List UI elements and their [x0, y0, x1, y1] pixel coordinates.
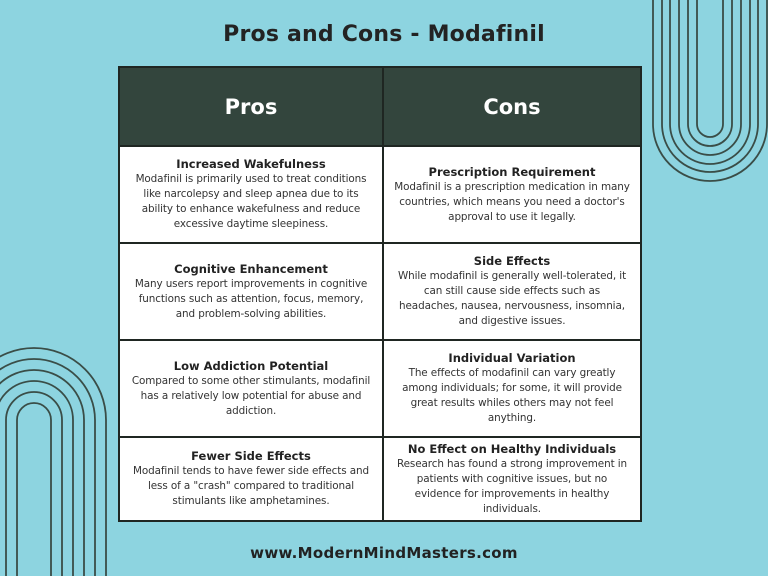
con-text: Modafinil is a prescription medication in many countries, which means you need a doctor's approval to use it legally. — [394, 180, 630, 223]
pros-header: Pros — [120, 68, 384, 147]
pro-cell — [120, 438, 384, 520]
pro-cell — [120, 244, 384, 341]
pro-title: Increased Wakefulness — [176, 157, 326, 171]
pro-cell — [120, 341, 384, 438]
con-title: No Effect on Healthy Individuals — [407, 441, 617, 456]
pro-title: Fewer Side Effects — [191, 449, 311, 463]
con-text: Research has found a strong improvement in patients with cognitive issues, but no evidence for improvements in healthy individuals. — [396, 457, 628, 515]
concentric-arches-icon — [0, 348, 106, 576]
con-title: Individual Variation — [448, 351, 576, 365]
pros-cons-table — [118, 66, 642, 522]
cons-header: Cons — [384, 68, 640, 147]
pro-title: Low Addiction Potential — [173, 358, 329, 373]
con-cell — [384, 244, 640, 341]
pro-text: Modafinil tends to have fewer side effects and less of a "crash" compared to traditional stimulants like amphetamines. — [132, 465, 370, 507]
pro-text: Many users report improvements in cognitive functions such as attention, focus, memory, and problem-solving abilities. — [134, 277, 368, 320]
con-cell — [384, 438, 640, 520]
page-title: Pros and Cons - Modafinil — [223, 22, 545, 47]
con-title: Side Effects — [473, 254, 551, 268]
con-text: While modafinil is generally well-tolerated, it can still cause side effects such as headaches, nausea, nervousness, insomnia, and digestive issues. — [397, 270, 627, 327]
con-text: The effects of modafinil can vary greatly among individuals; for some, it will provide great results whiles others may not feel anything. — [402, 367, 622, 424]
pro-text: Modafinil is primarily used to treat conditions like narcolepsy and sleep apnea due to its ability to enhance wakefulness and reduce excessive daytime sleepiness. — [135, 173, 367, 230]
con-cell — [384, 341, 640, 438]
pro-cell — [120, 147, 384, 244]
pro-title: Cognitive Enhancement — [174, 261, 328, 276]
pro-text: Compared to some other stimulants, modafinil has a relatively low potential for abuse and addiction. — [131, 374, 371, 417]
con-title: Prescription Requirement — [428, 164, 596, 179]
website-url: www.ModernMindMasters.com — [250, 544, 518, 562]
con-cell — [384, 147, 640, 244]
